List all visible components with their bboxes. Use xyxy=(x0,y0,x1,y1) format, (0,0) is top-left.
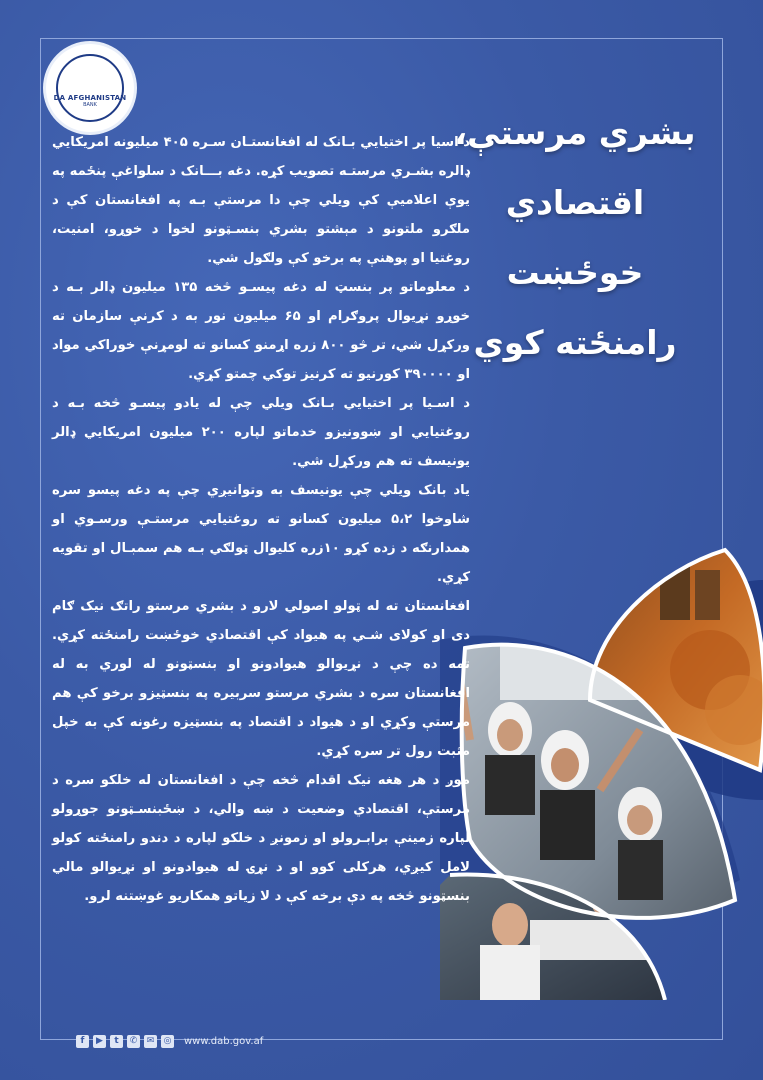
paragraph: د اسيا پر اختيايي بـانک له افغانستـان سـره ۴۰۵ ميليونه امريکايي ډالره بشـري مرستـه تصويب کړه. دغه بـــانک د سلواغې پنځمه په يوې اعلاميې کې ويلي چې دا مرستې بـه په افغانستان کې د ملګرو ملتونو د مېشتو بشري بنسـټونو لخوا د خوړو، امنيت، روغتيا او پوهنې په برخو کې ولګول شي. xyxy=(52,135,470,266)
paragraph: د معلوماتو پر بنسټ له دغه پيسـو څخه ۱۳۵ ميليون ډالر بـه د خوړو نړيوال پروګرام او ۶۵ ميليون نور به د کرنې سازمان ته ورکړل شي، تر څو ۸۰۰ زره اړمنو کسانو ته لومړنې خوراکي مواد او ۳۹۰۰۰۰ کورنيو ته کرنيز توکي چمتو کړي. xyxy=(52,280,471,382)
page-title xyxy=(445,98,705,378)
website-link[interactable]: www.dab.gov.af xyxy=(184,1035,264,1047)
mail-icon[interactable]: ✉ xyxy=(144,1035,157,1048)
title-line: بشري مرستې، xyxy=(454,113,696,152)
bank-logo xyxy=(46,44,134,132)
phone-icon[interactable]: ✆ xyxy=(127,1035,140,1048)
twitter-icon[interactable]: t xyxy=(110,1035,123,1048)
footer xyxy=(76,1031,263,1051)
paragraph: افغانستان ته له ټولو اصولي لارو د بشري مرستو راتګ نيک ګام دی او کولای شـي په هيواد کې اقتصادي خوځښت رامنځته کړي. تمه ده چې د نړيوالو هيوادونو او بنسټونو له لوري به له افغانستان سره د بشري مرستو سربيره په بنسټيزو برخو کې هم مرستې وکړي او د هيواد د اقتصاد په بنسټيزه رغونه کې به خپل مثبت رول تر سره کړي. xyxy=(52,599,470,759)
seal-ring xyxy=(56,54,124,122)
title-line: اقتصادي خوځښت xyxy=(505,183,645,292)
seal-bank: BANK xyxy=(83,102,97,108)
globe-icon[interactable]: ◎ xyxy=(161,1035,174,1048)
paragraph: ياد بانک ويلي چې يونيسف به وتوانيږي چې په دغه پيسو سره شاوخوا ۵،۲ ميليون کسانو ته روغتيايي مرستـې ورسـوي او همدارنګه د زده کړو ۱۰زره کليوال ټولګي بـه هم سمبـال او تقويه کړي. xyxy=(52,483,471,585)
paragraph: د اسـيا پر اختيايي بـانک ويلي چې له يادو پيسـو څخه بـه د روغتيايي او ښوونيزو خدماتو لپاره ۲۰۰ ميليون امريکايي ډالر يونيسف ته هم ورکړل شي. xyxy=(52,396,470,469)
youtube-icon[interactable]: ▶ xyxy=(93,1035,106,1048)
photo-collage xyxy=(440,540,763,1000)
seal-text: DA AFGHANISTAN xyxy=(53,94,127,102)
title-line: رامنځته کوي xyxy=(473,323,677,362)
paragraph: موږ د هر هغه نيک اقدام څخه چې د افغانستان له خلکو سره د مرستې، اقتصادي وضعيت د ښه والي، د ښځبنسـټونو جوړولو لپاره زمينې برابـرولو او زمونږ د خلکو لپاره د دندو رامنځته کولو لامل کيږي، هرکلی کوو او د نړۍ له هيوادونو او نړيوالو مالي بنسټونو څخه په دې برخه کې د لا زياتو همکاريو غوښتنه لرو. xyxy=(52,773,470,904)
article-body xyxy=(52,128,470,911)
facebook-icon[interactable]: f xyxy=(76,1035,89,1048)
